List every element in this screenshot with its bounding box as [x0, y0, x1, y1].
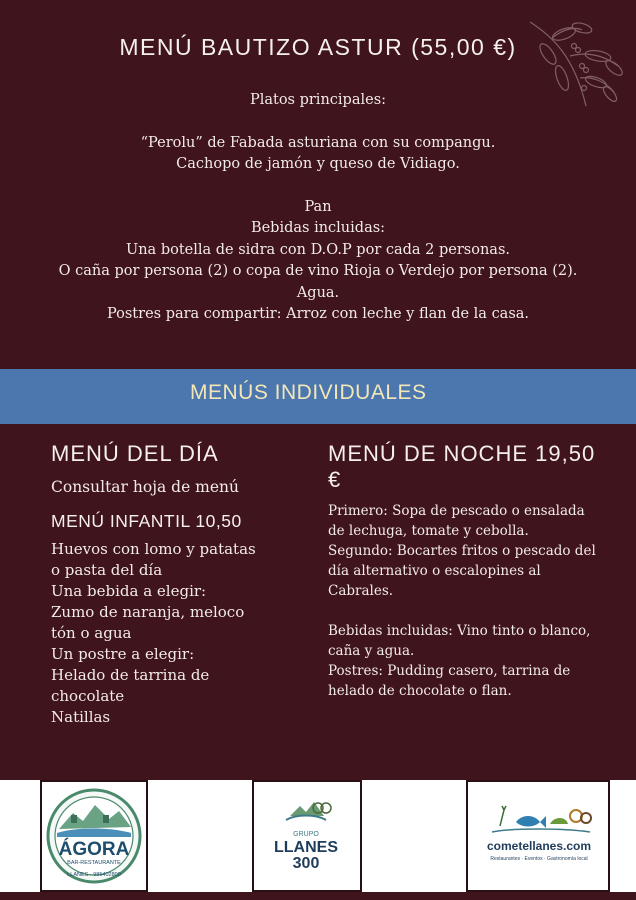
- list-item: Segundo: Bocartes fritos o pescado del: [328, 543, 596, 559]
- drink-3: Agua.: [296, 284, 340, 301]
- agora-logo[interactable]: [40, 780, 148, 892]
- list-item: Cabrales.: [328, 583, 394, 599]
- dish-2: Cachopo de jamón y queso de Vidiago.: [176, 156, 460, 172]
- menu-infantil-list: [51, 539, 291, 728]
- desserts: Postres para compartir: Arroz con leche y flan de la casa.: [106, 306, 530, 322]
- list-item: Zumo de naranja, meloco: [51, 603, 245, 621]
- list-item: Helado de tarrina de: [51, 666, 210, 684]
- llanes-logo[interactable]: [252, 780, 362, 892]
- menu-dia-title: MENÚ DEL DÍA: [51, 441, 219, 466]
- left-column: [51, 441, 291, 728]
- list-item: Un postre a elegir:: [51, 645, 195, 663]
- cometellanes-emblem: [472, 794, 606, 874]
- drink-1: Una botella de sidra con D.O.P por cada 2 personas.: [126, 241, 510, 258]
- list-item: Una bebida a elegir:: [51, 582, 207, 600]
- cometellanes-logo[interactable]: [466, 780, 610, 892]
- llanes-line-3: 300: [292, 855, 320, 872]
- cometellanes-name: cometellanes.com: [486, 839, 592, 853]
- list-item: Natillas: [51, 708, 111, 726]
- menu-infantil-title: MENÚ INFANTIL 10,50: [51, 511, 242, 531]
- llanes-emblem: [256, 788, 356, 884]
- page-title: MENÚ BAUTIZO ASTUR (55,00 €): [119, 34, 517, 60]
- drink-2: O caña por persona (2) o copa de vino Rioja o Verdejo por persona (2).: [58, 263, 578, 279]
- list-item: o pasta del día: [51, 561, 163, 579]
- right-column: [328, 441, 598, 701]
- agora-subtitle: BAR-RESTAURANTE: [67, 860, 121, 866]
- list-item: Postres: Pudding casero, tarrina de: [328, 663, 571, 679]
- list-item: de lechuga, tomate y cebolla.: [328, 523, 529, 539]
- agora-emblem: [45, 785, 143, 887]
- agora-ring-text: LLANES · 985402800: [67, 872, 121, 878]
- bread: Pan: [304, 198, 332, 215]
- main-menu: [0, 90, 636, 326]
- llanes-line-2: LLANES: [274, 839, 338, 856]
- drinks-heading: Bebidas incluidas:: [250, 220, 386, 236]
- list-item: helado de chocolate o flan.: [328, 683, 512, 699]
- list-item: Primero: Sopa de pescado o ensalada: [328, 503, 585, 519]
- banner-label: MENÚS INDIVIDUALES: [190, 381, 427, 404]
- list-item: día alternativo o escalopines al: [328, 563, 541, 579]
- main-heading: Platos principales:: [249, 92, 387, 108]
- list-item: tón o agua: [51, 624, 132, 642]
- dish-1: “Perolu” de Fabada asturiana con su compangu.: [140, 134, 496, 151]
- list-item: chocolate: [51, 687, 125, 705]
- menu-noche-title: MENÚ DE NOCHE 19,50 €: [328, 441, 596, 492]
- list-item: Huevos con lomo y patatas: [51, 540, 256, 558]
- agora-name: ÁGORA: [58, 839, 130, 860]
- menu-noche-list: [328, 501, 598, 701]
- llanes-line-1: GRUPO: [293, 831, 319, 838]
- cometellanes-tagline: Restaurantes · Eventos · Gastronomía local: [490, 856, 588, 862]
- menu-dia-note: Consultar hoja de menú: [51, 478, 240, 496]
- sponsor-footer: [0, 780, 636, 892]
- list-item: Bebidas incluidas: Vino tinto o blanco,: [328, 623, 591, 639]
- list-item: caña y agua.: [328, 643, 415, 659]
